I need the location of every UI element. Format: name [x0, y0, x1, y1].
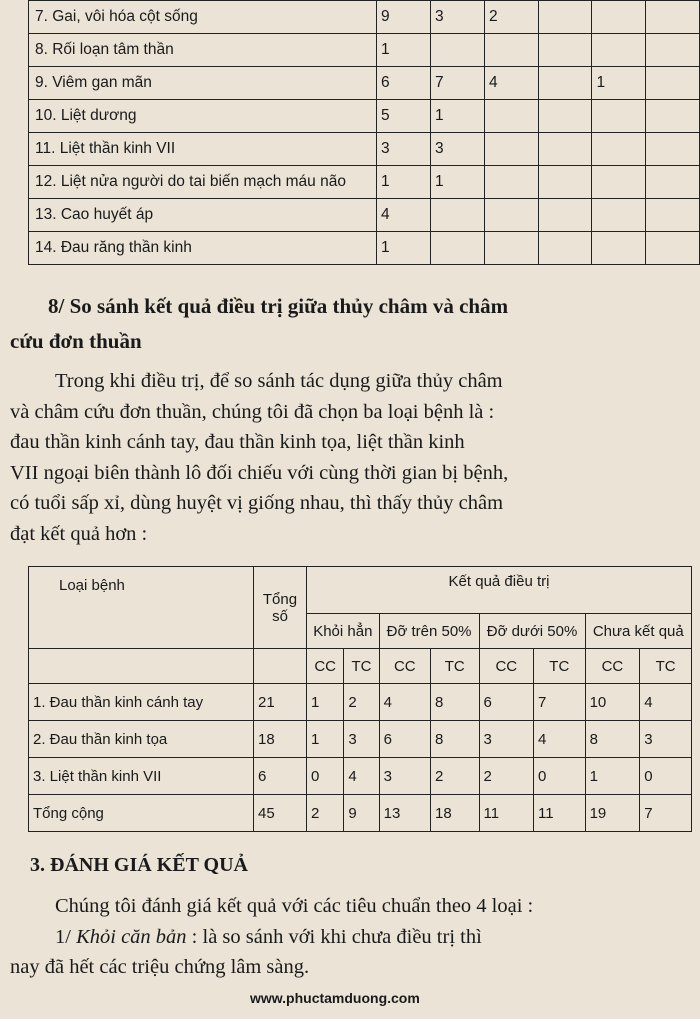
header-sub: CC [585, 649, 640, 684]
row-value: 2 [430, 758, 479, 795]
row-value: 6 [379, 721, 430, 758]
table-row [29, 166, 700, 199]
result-cell [646, 100, 700, 133]
row-value: 4 [640, 684, 692, 721]
disease-name: 9. Viêm gan mãn [29, 67, 377, 100]
result-cell [538, 67, 592, 100]
paragraph-line: đạt kết quả hơn : [10, 522, 148, 545]
result-cell [538, 166, 592, 199]
table-row [29, 199, 700, 232]
result-cell: 9 [377, 1, 431, 34]
result-cell [646, 166, 700, 199]
row-value: 4 [344, 758, 379, 795]
row-value: 11 [534, 795, 586, 832]
header-sub: TC [344, 649, 379, 684]
row-total: 45 [254, 795, 307, 832]
result-cell: 7 [431, 67, 485, 100]
header-group: Đỡ dưới 50% [479, 614, 585, 649]
table-row [29, 133, 700, 166]
disease-name: 10. Liệt dương [29, 100, 377, 133]
disease-name: 12. Liệt nửa người do tai biến mạch máu não [29, 166, 377, 199]
result-cell [538, 100, 592, 133]
row-disease: 2. Đau thần kinh tọa [29, 721, 254, 758]
subheader-row [29, 649, 692, 684]
row-value: 6 [479, 684, 533, 721]
result-cell [484, 232, 538, 265]
section-3-paragraph [10, 891, 700, 983]
disease-name: 13. Cao huyết áp [29, 199, 377, 232]
result-cell [592, 100, 646, 133]
result-cell [646, 1, 700, 34]
row-value: 8 [585, 721, 640, 758]
disease-name: 14. Đau răng thần kinh [29, 232, 377, 265]
row-value: 0 [640, 758, 692, 795]
row-value: 1 [307, 721, 344, 758]
result-cell: 3 [431, 133, 485, 166]
result-cell [646, 67, 700, 100]
header-sub: CC [307, 649, 344, 684]
row-value: 3 [344, 721, 379, 758]
disease-results-table [28, 0, 700, 265]
result-cell: 1 [377, 232, 431, 265]
row-value: 2 [479, 758, 533, 795]
row-value: 3 [479, 721, 533, 758]
section-8-heading-line2: cứu đơn thuần [10, 329, 142, 353]
result-cell: 1 [592, 67, 646, 100]
result-cell [592, 199, 646, 232]
table-row [29, 67, 700, 100]
row-value: 2 [344, 684, 379, 721]
disease-name: 8. Rối loạn tâm thần [29, 34, 377, 67]
disease-name: 11. Liệt thần kinh VII [29, 133, 377, 166]
header-disease-cont [29, 649, 254, 684]
table-row [29, 758, 692, 795]
result-cell [484, 100, 538, 133]
row-value: 2 [307, 795, 344, 832]
result-cell [431, 199, 485, 232]
result-cell [646, 34, 700, 67]
table-row [29, 34, 700, 67]
result-cell: 1 [377, 34, 431, 67]
header-group: Khỏi hẳn [307, 614, 380, 649]
paragraph-line: có tuổi sấp xỉ, dùng huyệt vị giống nhau, thì thấy thủy châm [10, 492, 504, 514]
result-cell: 1 [377, 166, 431, 199]
row-value: 7 [534, 684, 586, 721]
section-8-paragraph [10, 366, 695, 549]
criterion-text: : là so sánh với khi chưa điều trị thì [186, 925, 482, 948]
row-value: 1 [585, 758, 640, 795]
table-row [29, 684, 692, 721]
section-8-heading-line1: 8/ So sánh kết quả điều trị giữa thủy châm và châm [48, 294, 509, 318]
row-value: 1 [307, 684, 344, 721]
row-value: 4 [534, 721, 586, 758]
row-total: 18 [254, 721, 307, 758]
result-cell: 2 [484, 1, 538, 34]
result-cell [592, 34, 646, 67]
row-value: 11 [479, 795, 533, 832]
table-row [29, 795, 692, 832]
header-total: Tổng số [254, 567, 307, 649]
row-value: 7 [640, 795, 692, 832]
header-sub: TC [534, 649, 586, 684]
header-group: Chưa kết quả [585, 614, 691, 649]
table-row [29, 721, 692, 758]
result-cell [538, 34, 592, 67]
row-disease: 3. Liệt thần kinh VII [29, 758, 254, 795]
result-cell [592, 232, 646, 265]
result-cell [646, 232, 700, 265]
result-cell [484, 199, 538, 232]
paragraph-line: và châm cứu đơn thuần, chúng tôi đã chọn ba loại bệnh là : [10, 400, 495, 423]
result-cell [592, 1, 646, 34]
header-sub: TC [640, 649, 692, 684]
row-value: 3 [379, 758, 430, 795]
result-cell: 4 [377, 199, 431, 232]
row-value: 13 [379, 795, 430, 832]
row-value: 4 [379, 684, 430, 721]
header-group: Đỡ trên 50% [379, 614, 479, 649]
paragraph-line: đau thần kinh cánh tay, đau thần kinh tọa, liệt thần kinh [10, 431, 465, 453]
result-cell [484, 133, 538, 166]
result-cell: 1 [431, 166, 485, 199]
table-row [29, 100, 700, 133]
result-cell [431, 232, 485, 265]
result-cell [646, 133, 700, 166]
row-value: 0 [307, 758, 344, 795]
row-value: 8 [430, 684, 479, 721]
row-value: 3 [640, 721, 692, 758]
comparison-table [28, 566, 692, 832]
row-value: 8 [430, 721, 479, 758]
result-cell [592, 133, 646, 166]
paragraph-line: nay đã hết các triệu chứng lâm sàng. [10, 956, 310, 978]
result-cell: 3 [377, 133, 431, 166]
row-value: 9 [344, 795, 379, 832]
result-cell [484, 34, 538, 67]
header-result: Kết quả điều trị [307, 567, 692, 614]
table-row [29, 232, 700, 265]
result-cell [592, 166, 646, 199]
result-cell [538, 133, 592, 166]
criterion-number: 1/ [55, 925, 77, 948]
header-sub: CC [479, 649, 533, 684]
result-cell: 5 [377, 100, 431, 133]
header-sub: TC [430, 649, 479, 684]
paragraph-line: Chúng tôi đánh giá kết quả với các tiêu chuẩn theo 4 loại : [55, 895, 534, 917]
header-sub: CC [379, 649, 430, 684]
result-cell: 6 [377, 67, 431, 100]
result-cell [538, 232, 592, 265]
header-disease: Loại bệnh [29, 567, 254, 649]
row-value: 18 [430, 795, 479, 832]
paragraph-line [10, 922, 700, 953]
result-cell: 1 [431, 100, 485, 133]
paragraph-line: Trong khi điều trị, để so sánh tác dụng giữa thủy châm [55, 370, 503, 392]
result-cell [484, 166, 538, 199]
result-cell [538, 199, 592, 232]
website-footer: www.phuctamduong.com [250, 990, 420, 1006]
result-cell [538, 1, 592, 34]
row-value: 19 [585, 795, 640, 832]
disease-name: 7. Gai, vôi hóa cột sống [29, 1, 377, 34]
result-cell: 4 [484, 67, 538, 100]
row-value: 0 [534, 758, 586, 795]
section-3-heading: 3. ĐÁNH GIÁ KẾT QUẢ [30, 854, 248, 876]
row-total: 6 [254, 758, 307, 795]
row-total: 21 [254, 684, 307, 721]
header-total-cont [254, 649, 307, 684]
row-disease: Tổng cộng [29, 795, 254, 832]
row-disease: 1. Đau thần kinh cánh tay [29, 684, 254, 721]
result-cell [431, 34, 485, 67]
paragraph-line: VII ngoại biên thành lô đối chiếu với cùng thời gian bị bệnh, [10, 461, 509, 484]
table-row [29, 1, 700, 34]
result-cell [646, 199, 700, 232]
row-value: 10 [585, 684, 640, 721]
criterion-term: Khỏi căn bản [76, 925, 187, 948]
result-cell: 3 [431, 1, 485, 34]
